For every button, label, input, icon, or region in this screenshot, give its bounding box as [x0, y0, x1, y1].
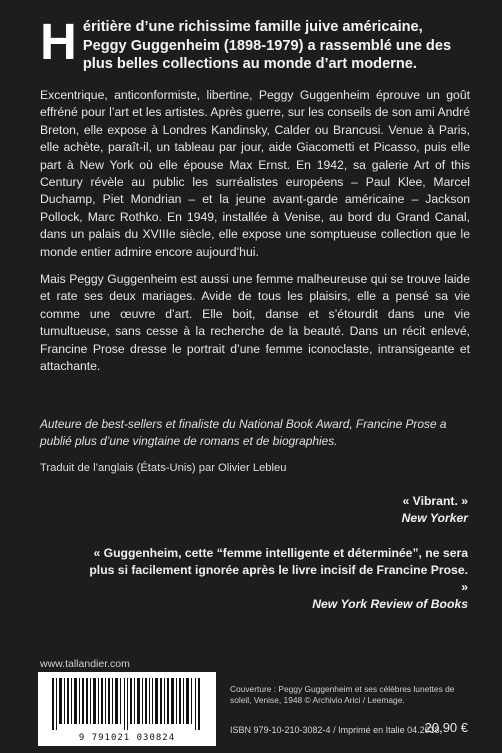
intro-paragraph [40, 13, 470, 74]
quote-source: New York Review of Books [312, 597, 468, 611]
press-quote [88, 545, 468, 613]
description-body [40, 87, 470, 386]
quote-text: « Guggenheim, cette “femme intelligente et déterminée”, ne sera plus si facilement ignorée après le livre incisif de Francine Prose. » [89, 546, 468, 594]
description-paragraph: Excentrique, anticonformiste, libertine, Peggy Guggenheim éprouve un goût effréné pour l’art et les artistes. Après guerre, sur les conseils de son ami André Breton, elle expose à Londres Kandinsky, Calder ou Brancusi. Venue à Paris, elle achète, paraît-il, un tableau par jour, aide Giacometti et Picasso, puis elle part à New York où elle épouse Max Ernst. En 1942, sa galerie Art of this Century révèle au public les surréalistes européens – Paul Klee, Marcel Duchamp, Piet Mondrian – et la jeune avant-garde américaine – Jackson Pollock, Marc Rothko. En 1949, installée à Venise, au bord du Grand Canal, dans un palais du XVIIIe siècle, elle expose une somptueuse collection que le monde entier admire encore aujourd’hui. [40, 88, 470, 259]
author-bio: Auteure de best-sellers et finaliste du National Book Award, Francine Prose a publié plus d’une vingtaine de romans et de biographies. [40, 417, 447, 448]
description-paragraph: Mais Peggy Guggenheim est aussi une femme malheureuse qui se trouve laide et rate ses deux mariages. Avide de tous les plaisirs, elle a pensé sa vie comme une œuvre d’art. Elle boit, danse et s’étourdit dans une vie tumultueuse, sans cesse à la recherche de la beauté. Dans un récit enlevé, Francine Prose dresse le portrait d’une femme iconoclaste, intransigeante et attachante. [40, 272, 470, 374]
press-quote [402, 493, 468, 527]
price: 20,90 € [424, 720, 468, 735]
translator-credit: Traduit de l’anglais (États-Unis) par Olivier Lebleu [40, 462, 287, 474]
barcode-digits: 9 791021 030824 [78, 733, 176, 743]
isbn-line: ISBN 979-10-210-3082-4 / Imprimé en Italie 04.2018 [230, 725, 440, 735]
barcode [38, 672, 216, 746]
publisher-website[interactable]: www.tallandier.com [40, 658, 130, 670]
cover-credit: Couverture : Peggy Guggenheim et ses célèbres lunettes de soleil, Venise, 1948 © Archivio Arici / Leemage. [230, 684, 455, 705]
quote-text: « Vibrant. » [402, 494, 468, 508]
quote-source: New Yorker [401, 511, 468, 525]
intro-text: éritière d’une richissime famille juive américaine, Peggy Guggenheim (1898-1979) a rassemblé une des plus belles collections au monde d’art moderne. [82, 19, 452, 72]
drop-cap: H [40, 13, 77, 70]
